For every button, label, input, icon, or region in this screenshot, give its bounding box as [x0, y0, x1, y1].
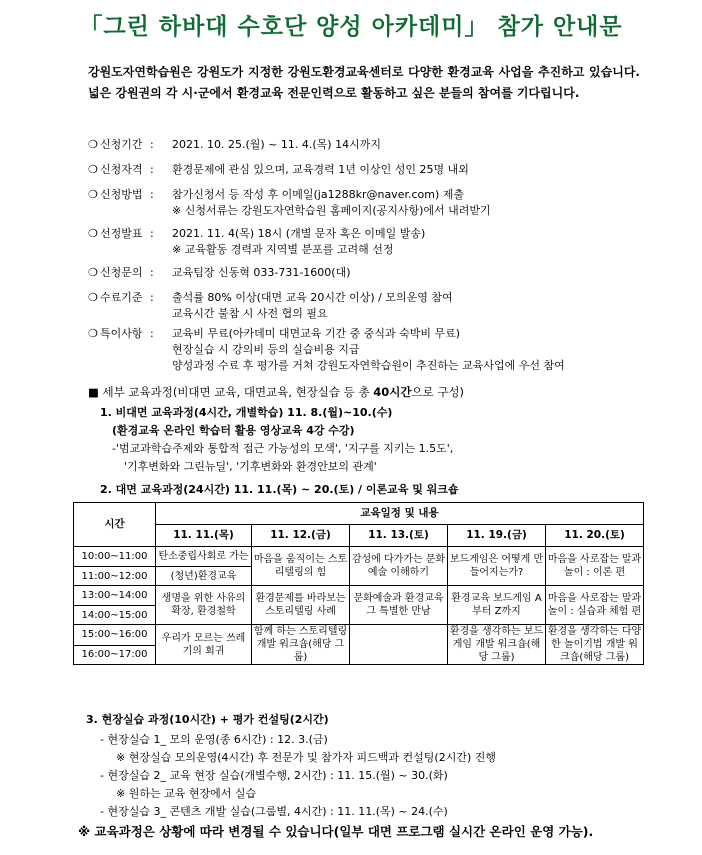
- info-colon: :: [150, 163, 154, 176]
- course3-item: - 현장실습 3_ 콘텐츠 개발 실습(그룹별, 4시간) : 11. 11.(목) ~ 24.(수): [100, 805, 448, 818]
- section-text-b: 으로 구성): [411, 385, 465, 399]
- schedule-cell: 탄소중립사회로 가는: [156, 547, 252, 567]
- info-label: 수료기준: [100, 291, 143, 304]
- bullet-icon: ❍: [88, 266, 98, 279]
- page-title: 「그린 하바대 수호단 양성 아카데미」 참가 안내문: [79, 14, 623, 40]
- schedule-cell: 함께 하는 스토리텔링 개발 워크숍(해당 그룹): [252, 625, 350, 665]
- time-header: 시간: [74, 503, 156, 547]
- info-value: 참가신청서 등 작성 후 이메일(ja1288kr@naver.com) 제출: [172, 188, 465, 201]
- time-cell: 15:00~16:00: [74, 625, 156, 646]
- course3-note: ※ 현장실습 모의운영(4시간) 후 전문가 및 참가자 피드백과 컨설팅(2시간) 진행: [116, 751, 497, 764]
- course3-heading: 3. 현장실습 과정(10시간) + 평가 컨설팅(2시간): [86, 713, 329, 726]
- course2-heading: 2. 대면 교육과정(24시간) 11. 11.(목) ~ 20.(토) / 이론교육 및 워크숍: [100, 483, 459, 496]
- bullet-icon: ❍: [88, 188, 98, 201]
- info-label: 선정발표: [100, 227, 143, 240]
- section-text-a: 세부 교육과정(비대면 교육, 대면교육, 현장실습 등 총: [102, 385, 374, 399]
- info-colon: :: [150, 227, 154, 240]
- info-note: ※ 교육활동 경력과 지역별 분포를 고려해 선정: [172, 243, 394, 256]
- schedule-cell: 환경을 생각하는 보드게임 개발 워크숍(해당 그룹): [448, 625, 546, 665]
- info-value-line2: 교육시간 불참 시 사전 협의 필요: [172, 307, 328, 320]
- schedule-cell: 마음을 움직이는 스토리텔링의 힘: [252, 547, 350, 586]
- schedule-cell: 환경교육 보드게임 A부터 Z까지: [448, 586, 546, 625]
- bullet-icon: ❍: [88, 227, 98, 240]
- info-value-line2: 현장실습 시 강의비 등의 실습비용 지급: [172, 343, 360, 356]
- schedule-cell: 마음을 사로잡는 말과 놀이 : 실습과 체험 편: [546, 586, 644, 625]
- section-heading: [88, 384, 464, 400]
- info-value-line3: 양성과정 수료 후 평가를 거쳐 강원도자연학습원이 추진하는 교육사업에 우선 참여: [172, 359, 565, 372]
- bullet-icon: ❍: [88, 291, 98, 304]
- schedule-cell: 문화예술과 환경교육 그 특별한 만남: [350, 586, 448, 625]
- info-colon: :: [150, 327, 154, 340]
- course1-line2: '기후변화와 그린뉴딜', '기후변화와 환경안보의 관계': [124, 460, 377, 473]
- schedule-header: 교육일정 및 내용: [156, 503, 644, 525]
- day-header: 11. 12.(금): [252, 525, 350, 547]
- course3-item: - 현장실습 1_ 모의 운영(종 6시간) : 12. 3.(금): [100, 733, 328, 746]
- schedule-cell: 생명을 위한 사유의 확장, 환경철학: [156, 586, 252, 625]
- info-label: 특이사항: [100, 327, 143, 340]
- time-cell: 10:00~11:00: [74, 547, 156, 567]
- time-cell: 14:00~15:00: [74, 606, 156, 625]
- bullet-icon: ❍: [88, 327, 98, 340]
- schedule-cell: 우리가 모르는 쓰레기의 회귀: [156, 625, 252, 665]
- schedule-cell: 감성에 다가가는 문화예술 이해하기: [350, 547, 448, 586]
- info-value: 교육비 무료(아카데미 대면교육 기간 중 중식과 숙박비 무료): [172, 327, 461, 340]
- schedule-cell: (청년)환경교육: [156, 567, 252, 586]
- course1-sub: (환경교육 온라인 학습터 활용 영상교육 4강 수강): [112, 424, 355, 437]
- info-colon: :: [150, 138, 154, 151]
- info-value: 2021. 10. 25.(월) ~ 11. 4.(목) 14시까지: [172, 138, 381, 151]
- course1-heading: 1. 비대면 교육과정(4시간, 개별학습) 11. 8.(월)~10.(수): [100, 406, 393, 419]
- info-label: 신청기간: [100, 138, 143, 151]
- time-cell: 11:00~12:00: [74, 567, 156, 586]
- info-colon: :: [150, 266, 154, 279]
- course3-item: - 현장실습 2_ 교육 현장 실습(개별수행, 2시간) : 11. 15.(월) ~ 30.(화): [100, 769, 448, 782]
- time-cell: 16:00~17:00: [74, 645, 156, 665]
- info-colon: :: [150, 291, 154, 304]
- info-label: 신청방법: [100, 188, 143, 201]
- info-value: 2021. 11. 4(목) 18시 (개별 문자 혹은 이메일 발송): [172, 227, 426, 240]
- schedule-cell-empty: [350, 625, 448, 665]
- day-header: 11. 11.(목): [156, 525, 252, 547]
- schedule-cell: 마음을 사로잡는 말과 놀이 : 이론 편: [546, 547, 644, 586]
- section-text-bold: 40시간: [373, 385, 412, 399]
- bullet-icon: ❍: [88, 138, 98, 151]
- day-header: 11. 20.(토): [546, 525, 644, 547]
- info-value: 출석률 80% 이상(대면 교육 20시간 이상) / 모의운영 참여: [172, 291, 453, 304]
- info-value: 교육팀장 신동혁 033-731-1600(대): [172, 266, 351, 279]
- schedule-cell: 보드게임은 어떻게 만들어지는가?: [448, 547, 546, 586]
- time-cell: 13:00~14:00: [74, 586, 156, 606]
- schedule-cell: 환경문제를 바라보는 스토리텔링 사례: [252, 586, 350, 625]
- course3-note: ※ 원하는 교육 현장에서 실습: [116, 787, 257, 800]
- schedule-table: [73, 502, 644, 665]
- schedule-cell: 환경을 생각하는 다양한 놀이기법 개발 워크숍(해당 그룹): [546, 625, 644, 665]
- info-value: 환경문제에 관심 있으며, 교육경력 1년 이상인 성인 25명 내외: [172, 163, 469, 176]
- square-bullet-icon: ■: [88, 385, 99, 399]
- day-header: 11. 13.(토): [350, 525, 448, 547]
- footer-note: ※ 교육과정은 상황에 따라 변경될 수 있습니다(일부 대면 프로그램 실시간 온라인 운영 가능).: [78, 824, 594, 839]
- intro-paragraph: 강원도자연학습원은 강원도가 지정한 강원도환경교육센터로 다양한 환경교육 사업을 추진하고 있습니다. 넓은 강원권의 각 시·군에서 환경교육 전문인력으로 활동하고 싶은 분들의 참여를 기다립니다.: [88, 65, 640, 100]
- info-note: ※ 신청서류는 강원도자연학습원 홈페이지(공지사항)에서 내려받기: [172, 204, 491, 217]
- info-label: 신청문의: [100, 266, 143, 279]
- info-label: 신청자격: [100, 163, 143, 176]
- course1-line1: -'범교과학습주제와 통합적 접근 가능성의 모색', '지구를 지키는 1.5도',: [112, 442, 454, 455]
- bullet-icon: ❍: [88, 163, 98, 176]
- day-header: 11. 19.(금): [448, 525, 546, 547]
- info-colon: :: [150, 188, 154, 201]
